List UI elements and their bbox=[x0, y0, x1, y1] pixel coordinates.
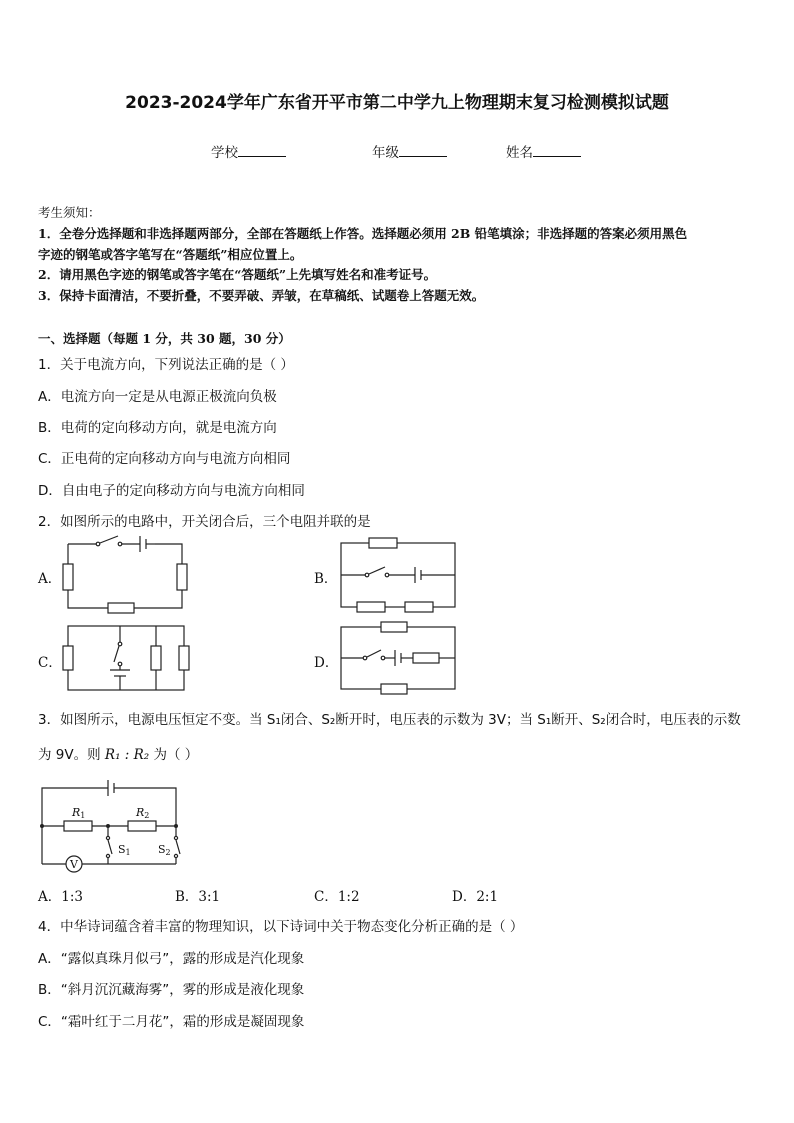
school-label: 学校 bbox=[211, 145, 238, 161]
svg-text:R1 bbox=[71, 806, 85, 820]
school-field bbox=[211, 141, 286, 161]
grade-label: 年级 bbox=[372, 145, 399, 161]
svg-text:S1 bbox=[118, 843, 131, 857]
q3-option-c: C．1:2 bbox=[314, 889, 360, 905]
q1-option-d: D．自由电子的定向移动方向与电流方向相同 bbox=[38, 483, 305, 499]
q2-circuit-b bbox=[335, 537, 460, 615]
grade-field bbox=[372, 141, 447, 161]
q4-option-c: C．“霜叶红于二月花”，霜的形成是凝固现象 bbox=[38, 1014, 305, 1030]
q3-stem-line-1: 3．如图所示，电源电压恒定不变。当 S₁闭合、S₂断开时，电压表的示数为 3V；当 S₁断开、S₂闭合时，电压表的示数 bbox=[38, 712, 741, 728]
q1-option-a: A．电流方向一定是从电源正极流向负极 bbox=[38, 389, 277, 405]
q4-option-b: B．“斜月沉沉藏海雾”，雾的形成是液化现象 bbox=[38, 982, 305, 998]
q3-r1-label: R bbox=[72, 806, 81, 819]
q3-stem-prefix: 为 9V。则 bbox=[38, 747, 101, 763]
grade-blank bbox=[399, 144, 447, 157]
q2-option-d-label: D． bbox=[314, 655, 339, 671]
section-1-heading: 一、选择题（每题 1 分，共 30 题，30 分） bbox=[38, 331, 291, 346]
notice-item-2: 2．请用黑色字迹的钢笔或答字笔在“答题纸”上先填写姓名和准考证号。 bbox=[38, 267, 437, 282]
q3-r2-sub: 2 bbox=[144, 811, 150, 820]
q2-option-a-label: A． bbox=[38, 571, 62, 587]
q4-option-a: A．“露似真珠月似弓”，露的形成是汽化现象 bbox=[38, 951, 305, 967]
notice-item-1-line-1: 1．全卷分选择题和非选择题两部分，全部在答题纸上作答。选择题必须用 2B 铅笔填涂；非选择题的答案必须用黑色 bbox=[38, 226, 688, 241]
q2-circuit-a bbox=[60, 532, 190, 614]
name-label: 姓名 bbox=[506, 145, 533, 161]
q3-option-b: B．3:1 bbox=[175, 889, 221, 905]
q3-s1-label: S bbox=[118, 843, 126, 856]
q2-circuit-c bbox=[60, 622, 190, 694]
svg-text:R2 bbox=[135, 806, 149, 820]
q3-circuit bbox=[36, 772, 196, 876]
q3-stem-suffix: 为（ ） bbox=[153, 747, 199, 763]
notice-item-3: 3．保持卡面清洁，不要折叠，不要弄破、弄皱，在草稿纸、试题卷上答题无效。 bbox=[38, 288, 485, 303]
q1-stem: 1．关于电流方向，下列说法正确的是（ ） bbox=[38, 357, 294, 373]
q3-s2-sub: 2 bbox=[165, 848, 171, 857]
q2-circuit-d bbox=[335, 618, 460, 696]
q3-r1-sub: 1 bbox=[80, 811, 86, 820]
q2-option-c-label: C． bbox=[38, 655, 62, 671]
q3-s2-label: S bbox=[158, 843, 166, 856]
school-blank bbox=[238, 144, 286, 157]
q3-ratio: R₁ : R₂ bbox=[104, 747, 150, 763]
q1-option-b: B．电荷的定向移动方向，就是电流方向 bbox=[38, 420, 277, 436]
page-title: 2023-2024学年广东省开平市第二中学九上物理期末复习检测模拟试题 bbox=[125, 93, 669, 113]
name-field bbox=[506, 141, 581, 161]
q3-stem-line-2 bbox=[38, 743, 198, 763]
q3-s1-sub: 1 bbox=[125, 848, 131, 857]
q4-stem: 4．中华诗词蕴含着丰富的物理知识，以下诗词中关于物态变化分析正确的是（ ） bbox=[38, 919, 524, 935]
q3-r2-label: R bbox=[136, 806, 145, 819]
voltmeter-label: V bbox=[70, 858, 78, 871]
q3-option-a: A．1:3 bbox=[38, 889, 83, 905]
q3-option-d: D．2:1 bbox=[452, 889, 499, 905]
notice-heading: 考生须知： bbox=[38, 205, 101, 220]
svg-text:S2 bbox=[158, 843, 171, 857]
notice-item-1-line-2: 字迹的钢笔或答字笔写在“答题纸”相应位置上。 bbox=[38, 247, 303, 262]
q2-stem: 2．如图所示的电路中，开关闭合后，三个电阻并联的是 bbox=[38, 514, 371, 530]
q1-option-c: C．正电荷的定向移动方向与电流方向相同 bbox=[38, 451, 291, 467]
name-blank bbox=[533, 144, 581, 157]
q2-option-b-label: B． bbox=[314, 571, 338, 587]
